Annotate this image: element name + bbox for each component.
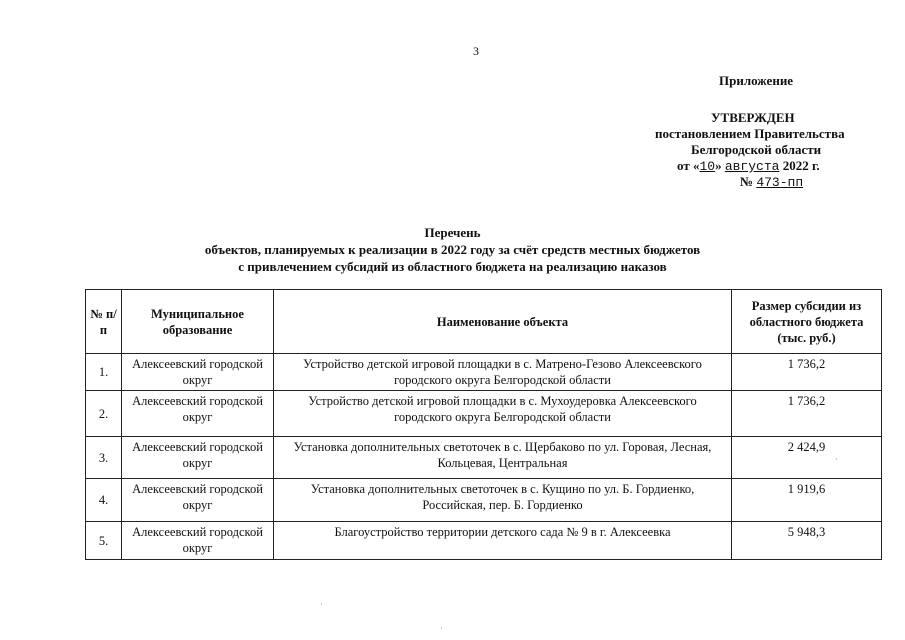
table-row	[86, 479, 882, 522]
cell-municipality: Алексеевский городской округ	[122, 522, 274, 560]
objects-table	[85, 289, 882, 560]
date-day: 10	[699, 159, 716, 174]
cell-object: Устройство детской игровой площадки в с. Матрено-Гезово Алексеевского городского округа Белгородской области	[274, 354, 732, 391]
title-line-1: Перечень	[424, 225, 481, 240]
title-line-2: объектов, планируемых к реализации в 2022 году за счёт средств местных бюджетов	[204, 242, 701, 257]
cell-object: Установка дополнительных светоточек в с. Кущино по ул. Б. Гордиенко, Российская, пер. Б. Гордиенко	[274, 479, 732, 522]
approved-by-line1: постановлением Правительства	[655, 126, 845, 141]
date-year: 2022 г.	[782, 158, 820, 173]
date-month: августа	[724, 159, 780, 174]
cell-municipality: Алексеевский городской округ	[122, 354, 274, 391]
cell-subsidy: 2 424,9	[732, 437, 882, 479]
scan-speck: ·	[440, 624, 443, 633]
header-municipality: Муниципальное образование	[122, 290, 274, 354]
cell-num: 5.	[86, 522, 122, 560]
cell-num: 4.	[86, 479, 122, 522]
table-row	[86, 437, 882, 479]
header-object: Наименование объекта	[274, 290, 732, 354]
page-number: 3	[473, 44, 479, 58]
date-mid: »	[715, 158, 722, 173]
cell-num: 3.	[86, 437, 122, 479]
title-line-3: с привлечением субсидий из областного бюджета на реализацию наказов	[238, 259, 667, 274]
cell-num: 1.	[86, 354, 122, 391]
cell-subsidy: 1 736,2	[732, 354, 882, 391]
cell-subsidy: 5 948,3	[732, 522, 882, 560]
approved-by-line2: Белгородской области	[691, 142, 822, 157]
number-prefix: №	[740, 174, 754, 189]
document-title	[0, 224, 905, 275]
date-prefix: от «	[677, 158, 700, 173]
number-value: 473-пп	[756, 175, 804, 190]
approval-date	[677, 158, 820, 174]
header-num: № п/п	[86, 290, 122, 354]
scan-speck: ·	[835, 455, 838, 464]
cell-municipality: Алексеевский городской округ	[122, 391, 274, 437]
cell-num: 2.	[86, 391, 122, 437]
table-row	[86, 354, 882, 391]
table-row	[86, 522, 882, 560]
table-row	[86, 391, 882, 437]
scan-speck: ·	[320, 600, 323, 609]
approved-label: УТВЕРЖДЕН	[711, 110, 795, 125]
cell-municipality: Алексеевский городской округ	[122, 479, 274, 522]
appendix-label: Приложение	[719, 73, 794, 88]
header-subsidy: Размер субсидии из областного бюджета (тыс. руб.)	[732, 290, 882, 354]
cell-object: Благоустройство территории детского сада № 9 в г. Алексеевка	[274, 522, 732, 560]
table-header-row	[86, 290, 882, 354]
cell-subsidy: 1 736,2	[732, 391, 882, 437]
cell-object: Устройство детской игровой площадки в с. Мухоудеровка Алексеевского городского округа Белгородской области	[274, 391, 732, 437]
cell-municipality: Алексеевский городской округ	[122, 437, 274, 479]
approval-number	[740, 174, 803, 190]
cell-subsidy: 1 919,6	[732, 479, 882, 522]
cell-object: Установка дополнительных светоточек в с. Щербаково по ул. Горовая, Лесная, Кольцевая, Центральная	[274, 437, 732, 479]
